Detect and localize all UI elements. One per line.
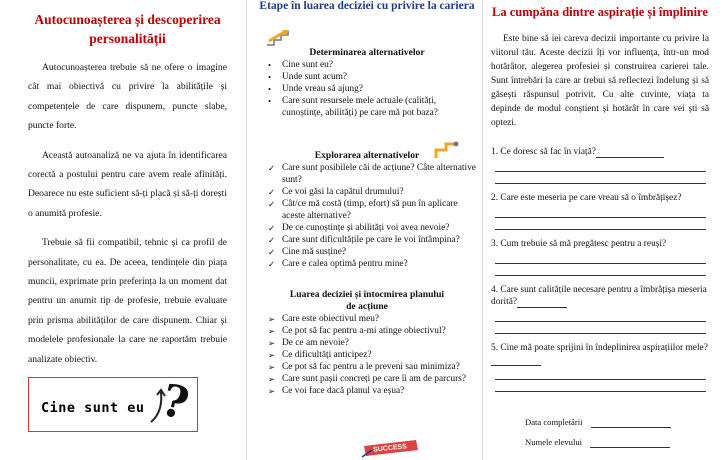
name-input[interactable] <box>590 438 670 448</box>
col3-body: Este bine să iei careva decizii importante cu privire la viitorul tău. Aceste decizii îți vor influența, într-un mod hotărâtor, alegerea profesiei și construirea carierei tale. Sunt întrebări la care ar trebui să reflectezi îndelung și să găsești răspunsul potrivit. Cu alte cuvinte, viața ta depinde de modul conștient și hotărât în care vei ști să optezi. <box>491 34 709 128</box>
column-aspiratie <box>485 0 725 460</box>
name-field <box>525 436 670 448</box>
col3-title: La cumpăna dintre aspirație și împlinire <box>492 5 708 19</box>
answer-line[interactable] <box>491 356 541 366</box>
question-text: 4. Care sunt calitățile necesare pentru a îmbrățișa meseria dorită? <box>491 285 707 307</box>
question-3 <box>491 238 709 276</box>
list-item: • Unde sunt acum? <box>268 72 348 82</box>
stairs-arrow-icon <box>266 28 296 46</box>
list-item: ✓ Care e calea optimă pentru mine? <box>268 259 408 269</box>
answer-line[interactable] <box>495 264 706 276</box>
arrow-bullet-icon: ➢ <box>268 374 276 384</box>
list-item: ✓ Care sunt posibilele căi de acțiune? Câte alternative sunt? <box>268 163 476 185</box>
list-item: ✓ Ce voi găsi la capătul drumului? <box>268 187 404 197</box>
list-item: ➢ Care sunt pașii concreți pe care îi am de parcurs? <box>268 374 467 384</box>
col1-paragraph-1: Autocunoașterea trebuie să ne ofere o imagine cât mai obiectivă cu privire la abilitățile și competențele de care dispunem, puncte slabe, puncte forte. <box>28 62 227 132</box>
cine-sunt-eu-box <box>28 374 198 432</box>
checkmark-icon: ✓ <box>268 187 276 197</box>
col2-title: Etape în luarea deciziei cu privire la cariera <box>259 0 475 12</box>
list-item: ✓ Care sunt dificultățile pe care le voi întâmpina? <box>268 235 460 245</box>
explorare-list <box>258 162 476 270</box>
question-2 <box>491 192 709 230</box>
date-label: Data completării <box>525 417 583 427</box>
section-determinare <box>258 47 476 119</box>
success-label: SUCCESS <box>372 443 408 454</box>
arrow-bullet-icon: ➢ <box>268 386 276 396</box>
column-divider <box>246 0 247 460</box>
cine-sunt-eu-text: Cine sunt eu <box>41 400 145 416</box>
answer-line[interactable] <box>495 172 706 184</box>
success-ribbon-icon <box>360 436 422 460</box>
col1-paragraph-2: Această autoanaliză ne va ajuta în identificarea corectă a postului pentru care avem reale afinități. Deoarece nu este suficient să-ți placă și să-ți dorești o anumită profesie. <box>28 149 227 219</box>
list-item: ➢ Ce pot să fac pentru a le preveni sau minimiza? <box>268 362 460 372</box>
question-mark-icon: ? <box>156 374 194 431</box>
list-item: ➢ Ce voi face dacă planul va eșua? <box>268 386 405 396</box>
list-item: ➢ De ce am nevoie? <box>268 338 349 348</box>
answer-line[interactable] <box>495 380 706 392</box>
arrow-bullet-icon: ➢ <box>268 338 276 348</box>
checkmark-icon: ✓ <box>268 223 276 233</box>
arrow-bullet-icon: ➢ <box>268 350 276 360</box>
list-item: • Care sunt resursele mele actuale (calități, cunoștințe, abilități) pe care mă pot baza? <box>268 96 438 118</box>
question-1 <box>491 146 709 184</box>
answer-line[interactable] <box>495 160 706 172</box>
answer-line[interactable] <box>596 148 664 158</box>
question-text: 3. Cum trebuie să mă pregătesc pentru a reuși? <box>491 239 667 249</box>
list-item: ✓ De ce cunoștințe și abilități voi avea nevoie? <box>268 223 450 233</box>
bullet: • <box>268 60 271 70</box>
date-input[interactable] <box>591 418 671 428</box>
column-divider <box>482 0 483 460</box>
list-item: ✓ Cine mă susține? <box>268 247 347 257</box>
section-title: Luarea deciziei și întocmirea planului de acțiune <box>289 289 445 312</box>
checkmark-icon: ✓ <box>268 247 276 257</box>
answer-line[interactable] <box>495 206 706 218</box>
arrow-bullet-icon: ➢ <box>268 326 276 336</box>
luarea-deciziei-list <box>258 313 476 397</box>
checkmark-icon: ✓ <box>268 199 276 209</box>
answer-line[interactable] <box>495 368 706 380</box>
answer-line[interactable] <box>495 310 706 322</box>
col1-title: Autocunoașterea și descoperirea personalității <box>34 12 221 46</box>
answer-line[interactable] <box>495 252 706 264</box>
question-text: 5. Cine mă poate sprijini în îndeplinirea aspirațiilor mele? <box>491 343 708 353</box>
list-item: ➢ Ce dificultăți anticipez? <box>268 350 372 360</box>
checkmark-icon: ✓ <box>268 235 276 245</box>
column-etape-decizie <box>250 0 480 460</box>
list-item: • Cine sunt eu? <box>268 60 334 70</box>
list-item: • Unde vreau să ajung? <box>268 84 363 94</box>
answer-line[interactable] <box>517 298 567 308</box>
question-4 <box>491 284 709 334</box>
answer-line[interactable] <box>495 322 706 334</box>
question-5 <box>491 342 709 392</box>
determinare-list <box>258 59 476 119</box>
date-field <box>525 416 671 428</box>
checkmark-icon: ✓ <box>268 259 276 269</box>
section-title: Explorarea alternativelor <box>314 150 420 161</box>
bullet: • <box>268 96 271 106</box>
bullet: • <box>268 72 271 82</box>
checkmark-icon: ✓ <box>268 163 276 173</box>
arrow-bullet-icon: ➢ <box>268 314 276 324</box>
question-text: 1. Ce doresc să fac în viață? <box>491 147 596 157</box>
answer-line[interactable] <box>495 218 706 230</box>
list-item: ➢ Ce pot să fac pentru a-mi atinge obiectivul? <box>268 326 446 336</box>
section-title: Determinarea alternativelor <box>309 47 425 58</box>
bullet: • <box>268 84 271 94</box>
col1-paragraph-3: Trebuie să fii compatibil, tehnic și ca profil de personalitate, cu ea. De aceea, tendințele din piața muncii, exprimate prin preferința la un moment dat pentru un anumit tip de profesie, trebuie evaluate prin prisma abilităților de care dispunem. Chiar și modelele profesionale la care ne raportăm trebuie analizate obiectiv. <box>28 237 227 365</box>
question-text: 2. Care este meseria pe care vreau să o îmbrățișez? <box>491 193 682 203</box>
arrow-bullet-icon: ➢ <box>268 362 276 372</box>
section-explorare <box>258 150 476 270</box>
section-luarea-deciziei <box>258 289 476 397</box>
list-item: ➢ Care este obiectivul meu? <box>268 314 380 324</box>
name-label: Numele elevului <box>525 437 583 447</box>
list-item: ✓ Cât/ce mă costă (timp, efort) să pun în aplicare aceste alternative? <box>268 199 458 221</box>
